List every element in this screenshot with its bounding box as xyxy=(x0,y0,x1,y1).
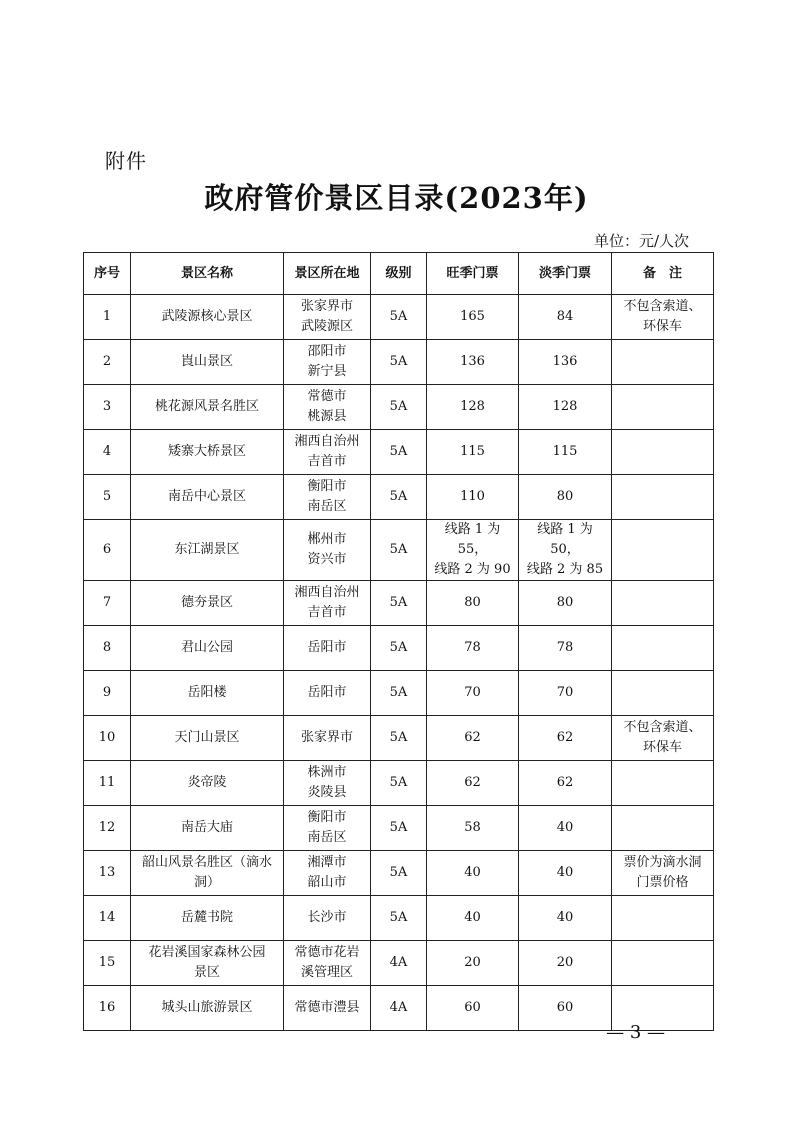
cell-no: 6 xyxy=(84,520,131,581)
header-note: 备 注 xyxy=(612,253,714,295)
cell-off-ticket: 80 xyxy=(519,581,612,626)
cell-off-ticket: 62 xyxy=(519,761,612,806)
cell-no: 7 xyxy=(84,581,131,626)
cell-level: 5A xyxy=(371,761,427,806)
header-location: 景区所在地 xyxy=(284,253,371,295)
cell-no: 3 xyxy=(84,385,131,430)
cell-note xyxy=(612,520,714,581)
cell-peak-ticket: 60 xyxy=(427,986,519,1031)
cell-peak-ticket: 62 xyxy=(427,716,519,761)
cell-level: 5A xyxy=(371,340,427,385)
cell-note: 票价为滴水洞 门票价格 xyxy=(612,851,714,896)
cell-level: 5A xyxy=(371,806,427,851)
table-row xyxy=(84,896,714,941)
cell-no: 9 xyxy=(84,671,131,716)
cell-peak-ticket: 115 xyxy=(427,430,519,475)
cell-name: 城头山旅游景区 xyxy=(131,986,284,1031)
cell-location: 张家界市 xyxy=(284,716,371,761)
header-off-ticket: 淡季门票 xyxy=(519,253,612,295)
cell-note: 不包含索道、 环保车 xyxy=(612,716,714,761)
table-row xyxy=(84,520,714,581)
cell-off-ticket: 40 xyxy=(519,896,612,941)
cell-no: 15 xyxy=(84,941,131,986)
cell-location: 湘潭市 韶山市 xyxy=(284,851,371,896)
cell-no: 8 xyxy=(84,626,131,671)
cell-note xyxy=(612,475,714,520)
header-no: 序号 xyxy=(84,253,131,295)
cell-note xyxy=(612,385,714,430)
cell-name: 矮寨大桥景区 xyxy=(131,430,284,475)
cell-no: 4 xyxy=(84,430,131,475)
cell-note xyxy=(612,430,714,475)
cell-no: 14 xyxy=(84,896,131,941)
cell-location: 常德市花岩 溪管理区 xyxy=(284,941,371,986)
cell-note xyxy=(612,671,714,716)
cell-level: 5A xyxy=(371,896,427,941)
cell-level: 5A xyxy=(371,851,427,896)
cell-level: 5A xyxy=(371,716,427,761)
cell-location: 张家界市 武陵源区 xyxy=(284,295,371,340)
cell-no: 16 xyxy=(84,986,131,1031)
cell-off-ticket: 78 xyxy=(519,626,612,671)
cell-off-ticket: 80 xyxy=(519,475,612,520)
cell-peak-ticket: 70 xyxy=(427,671,519,716)
page-title: 政府管价景区目录(2023年) xyxy=(204,181,589,215)
cell-level: 5A xyxy=(371,520,427,581)
cell-no: 2 xyxy=(84,340,131,385)
cell-off-ticket: 60 xyxy=(519,986,612,1031)
table-row xyxy=(84,340,714,385)
cell-level: 5A xyxy=(371,581,427,626)
cell-off-ticket: 62 xyxy=(519,716,612,761)
cell-location: 湘西自治州 吉首市 xyxy=(284,430,371,475)
cell-name: 岳麓书院 xyxy=(131,896,284,941)
cell-no: 11 xyxy=(84,761,131,806)
cell-note: 不包含索道、 环保车 xyxy=(612,295,714,340)
cell-peak-ticket: 线路 1 为 55， 线路 2 为 90 xyxy=(427,520,519,581)
cell-off-ticket: 70 xyxy=(519,671,612,716)
table-row xyxy=(84,295,714,340)
cell-name: 花岩溪国家森林公园 景区 xyxy=(131,941,284,986)
cell-note xyxy=(612,340,714,385)
cell-location: 常德市澧县 xyxy=(284,986,371,1031)
cell-no: 13 xyxy=(84,851,131,896)
cell-peak-ticket: 136 xyxy=(427,340,519,385)
cell-peak-ticket: 110 xyxy=(427,475,519,520)
cell-location: 岳阳市 xyxy=(284,626,371,671)
header-name: 景区名称 xyxy=(131,253,284,295)
table-row xyxy=(84,761,714,806)
cell-off-ticket: 136 xyxy=(519,340,612,385)
cell-name: 君山公园 xyxy=(131,626,284,671)
cell-peak-ticket: 128 xyxy=(427,385,519,430)
page-number: — 3 — xyxy=(606,1022,665,1043)
cell-location: 岳阳市 xyxy=(284,671,371,716)
cell-level: 4A xyxy=(371,986,427,1031)
cell-name: 炎帝陵 xyxy=(131,761,284,806)
cell-no: 5 xyxy=(84,475,131,520)
cell-level: 4A xyxy=(371,941,427,986)
cell-location: 常德市 桃源县 xyxy=(284,385,371,430)
cell-peak-ticket: 165 xyxy=(427,295,519,340)
attachment-label: 附件 xyxy=(105,149,147,173)
cell-off-ticket: 84 xyxy=(519,295,612,340)
cell-name: 桃花源风景名胜区 xyxy=(131,385,284,430)
cell-no: 10 xyxy=(84,716,131,761)
cell-name: 东江湖景区 xyxy=(131,520,284,581)
scenic-area-table xyxy=(83,252,714,1031)
table-row xyxy=(84,475,714,520)
cell-peak-ticket: 40 xyxy=(427,896,519,941)
cell-level: 5A xyxy=(371,626,427,671)
table-row xyxy=(84,430,714,475)
cell-off-ticket: 40 xyxy=(519,851,612,896)
cell-name: 南岳中心景区 xyxy=(131,475,284,520)
cell-peak-ticket: 40 xyxy=(427,851,519,896)
cell-name: 武陵源核心景区 xyxy=(131,295,284,340)
table-row xyxy=(84,941,714,986)
cell-name: 岳阳楼 xyxy=(131,671,284,716)
cell-level: 5A xyxy=(371,475,427,520)
cell-off-ticket: 40 xyxy=(519,806,612,851)
table-row xyxy=(84,671,714,716)
cell-off-ticket: 128 xyxy=(519,385,612,430)
cell-no: 12 xyxy=(84,806,131,851)
cell-note xyxy=(612,941,714,986)
cell-peak-ticket: 20 xyxy=(427,941,519,986)
header-level: 级别 xyxy=(371,253,427,295)
cell-note xyxy=(612,761,714,806)
cell-name: 韶山风景名胜区（滴水洞） xyxy=(131,851,284,896)
cell-peak-ticket: 78 xyxy=(427,626,519,671)
cell-peak-ticket: 62 xyxy=(427,761,519,806)
cell-note xyxy=(612,896,714,941)
header-peak-ticket: 旺季门票 xyxy=(427,253,519,295)
cell-name: 南岳大庙 xyxy=(131,806,284,851)
cell-peak-ticket: 58 xyxy=(427,806,519,851)
cell-level: 5A xyxy=(371,430,427,475)
cell-note xyxy=(612,806,714,851)
table-row xyxy=(84,385,714,430)
cell-off-ticket: 20 xyxy=(519,941,612,986)
cell-name: 天门山景区 xyxy=(131,716,284,761)
cell-location: 长沙市 xyxy=(284,896,371,941)
cell-location: 郴州市 资兴市 xyxy=(284,520,371,581)
cell-level: 5A xyxy=(371,671,427,716)
table-header-row xyxy=(84,253,714,295)
cell-off-ticket: 115 xyxy=(519,430,612,475)
cell-level: 5A xyxy=(371,295,427,340)
cell-location: 邵阳市 新宁县 xyxy=(284,340,371,385)
table-row xyxy=(84,716,714,761)
table-row xyxy=(84,626,714,671)
cell-name: 德夯景区 xyxy=(131,581,284,626)
cell-location: 衡阳市 南岳区 xyxy=(284,475,371,520)
table-row xyxy=(84,806,714,851)
cell-note xyxy=(612,626,714,671)
cell-name: 崀山景区 xyxy=(131,340,284,385)
cell-location: 湘西自治州 吉首市 xyxy=(284,581,371,626)
cell-location: 株洲市 炎陵县 xyxy=(284,761,371,806)
cell-no: 1 xyxy=(84,295,131,340)
table-row xyxy=(84,851,714,896)
cell-location: 衡阳市 南岳区 xyxy=(284,806,371,851)
cell-note xyxy=(612,581,714,626)
cell-off-ticket: 线路 1 为 50， 线路 2 为 85 xyxy=(519,520,612,581)
unit-note: 单位：元/人次 xyxy=(593,232,689,250)
table-row xyxy=(84,581,714,626)
cell-peak-ticket: 80 xyxy=(427,581,519,626)
cell-level: 5A xyxy=(371,385,427,430)
